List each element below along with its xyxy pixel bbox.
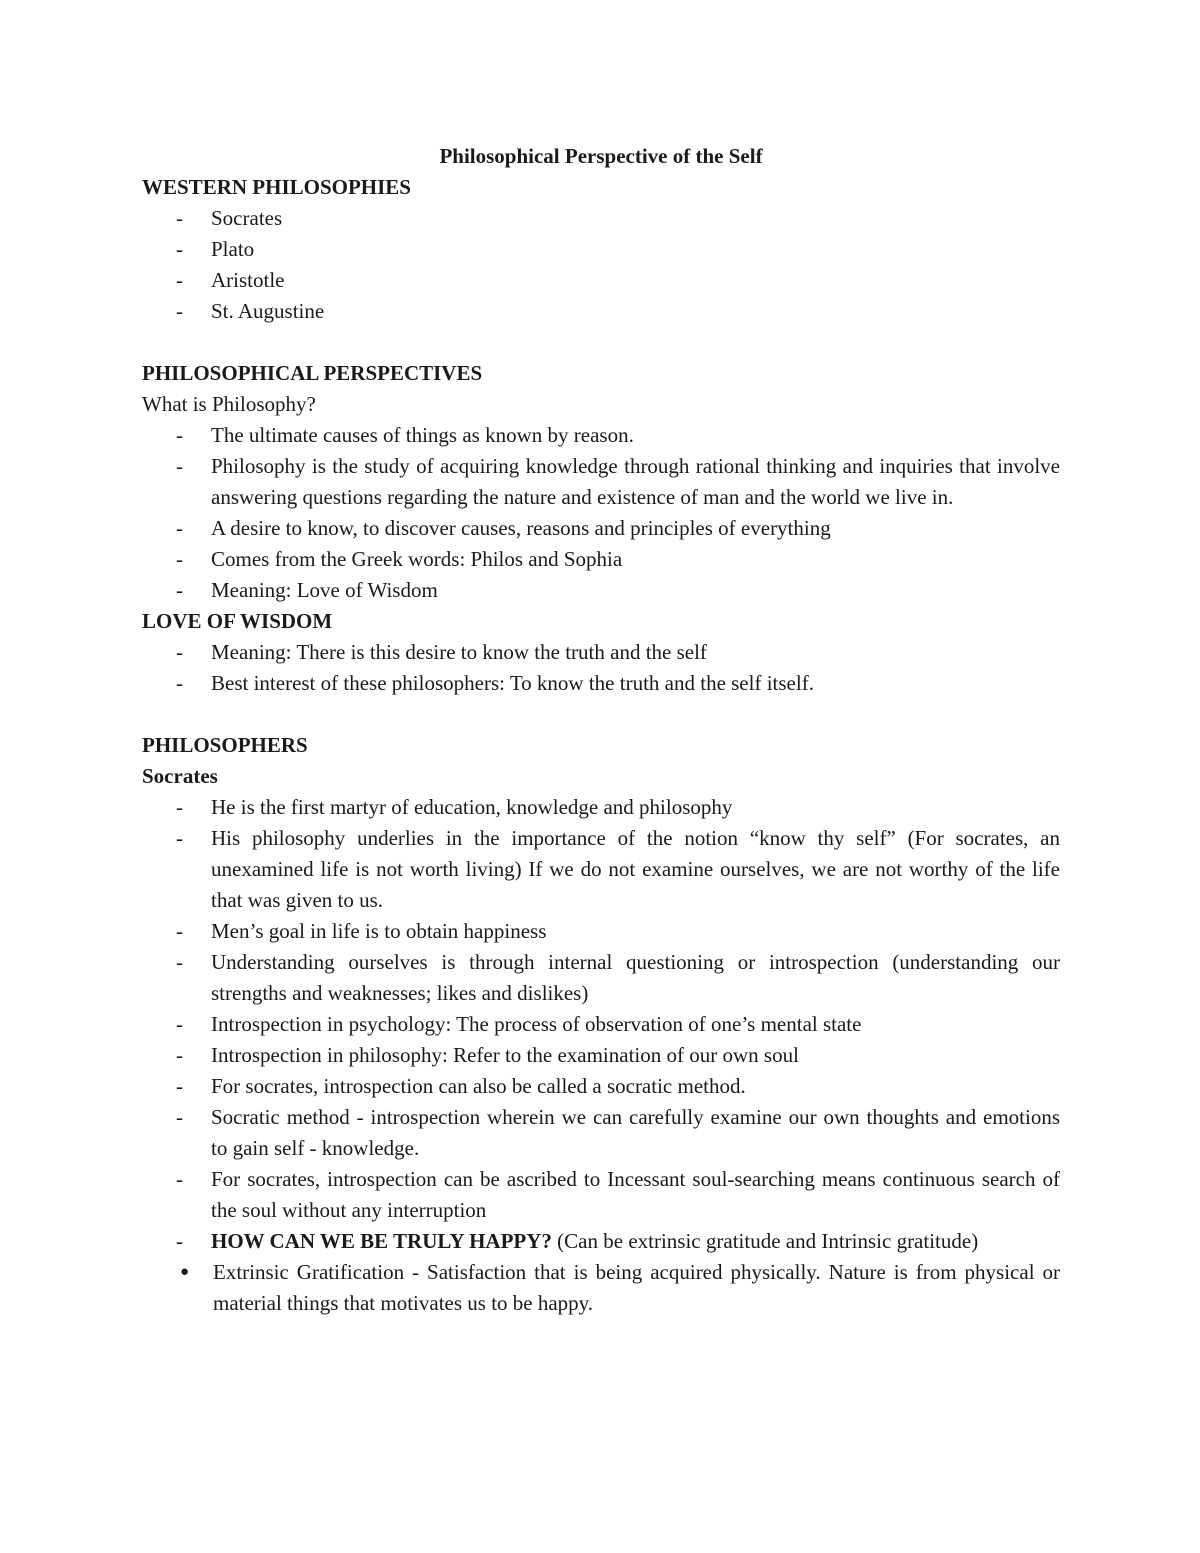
love-of-wisdom-list bbox=[142, 637, 1060, 699]
dash-marker: - bbox=[176, 206, 183, 230]
list-item bbox=[142, 1102, 1060, 1164]
dash-marker: - bbox=[176, 268, 183, 292]
socrates-list bbox=[142, 792, 1060, 1319]
question-what-is-philosophy: What is Philosophy? bbox=[142, 392, 316, 416]
list-item bbox=[142, 1071, 1060, 1102]
philosophy-definition-list bbox=[142, 420, 1060, 606]
list-item-text: Introspection in psychology: The process of observation of one’s mental state bbox=[211, 1012, 862, 1036]
heading-philosophical-perspectives: PHILOSOPHICAL PERSPECTIVES bbox=[142, 361, 483, 385]
list-item-text: Best interest of these philosophers: To know the truth and the self itself. bbox=[211, 671, 814, 695]
list-item-text: Understanding ourselves is through internal questioning or introspection (understanding our strengths and weaknesses; likes and dislikes) bbox=[211, 950, 1060, 1005]
spacer bbox=[142, 699, 1060, 730]
list-item bbox=[142, 916, 1060, 947]
list-item-text: Men’s goal in life is to obtain happiness bbox=[211, 919, 547, 943]
list-item bbox=[142, 823, 1060, 916]
happy-question-bold: HOW CAN WE BE TRULY HAPPY? bbox=[211, 1229, 552, 1253]
list-item-text: For socrates, introspection can also be called a socratic method. bbox=[211, 1074, 746, 1098]
list-item bbox=[142, 203, 1060, 234]
list-item-text: His philosophy underlies in the importance of the notion “know thy self” (For socrates, an unexamined life is not worth living) If we do not examine ourselves, we are not worthy of the life that was given to us. bbox=[211, 826, 1060, 912]
list-item bbox=[142, 637, 1060, 668]
dash-marker: - bbox=[176, 671, 183, 695]
list-item bbox=[142, 1257, 1060, 1319]
heading-western-philosophies: WESTERN PHILOSOPHIES bbox=[142, 175, 411, 199]
document-title: Philosophical Perspective of the Self bbox=[439, 144, 763, 168]
list-item bbox=[142, 544, 1060, 575]
dash-marker: - bbox=[176, 795, 183, 819]
list-item bbox=[142, 575, 1060, 606]
happy-question-rest: (Can be extrinsic gratitude and Intrinsic gratitude) bbox=[551, 1229, 979, 1253]
list-item-text: Socratic method - introspection wherein we can carefully examine our own thoughts and emotions to gain self - knowledge. bbox=[211, 1105, 1060, 1160]
list-item bbox=[142, 420, 1060, 451]
list-item-text: St. Augustine bbox=[211, 299, 325, 323]
list-item-text: For socrates, introspection can be ascribed to Incessant soul-searching means continuous search of the soul without any interruption bbox=[211, 1167, 1060, 1222]
list-item bbox=[142, 513, 1060, 544]
heading-philosophers: PHILOSOPHERS bbox=[142, 733, 308, 757]
dash-marker: - bbox=[176, 547, 183, 571]
dash-marker: - bbox=[176, 578, 183, 602]
heading-love-of-wisdom: LOVE OF WISDOM bbox=[142, 609, 333, 633]
list-item-text: Plato bbox=[211, 237, 255, 261]
dash-marker: - bbox=[176, 640, 183, 664]
list-item bbox=[142, 451, 1060, 513]
list-item bbox=[142, 668, 1060, 699]
dash-marker: - bbox=[176, 950, 183, 974]
list-item-text: Introspection in philosophy: Refer to the examination of our own soul bbox=[211, 1043, 799, 1067]
list-item-text: Meaning: Love of Wisdom bbox=[211, 578, 438, 602]
list-item-text: The ultimate causes of things as known by reason. bbox=[211, 423, 634, 447]
dash-marker: - bbox=[176, 454, 183, 478]
list-item-text: Aristotle bbox=[211, 268, 285, 292]
list-item-text: Comes from the Greek words: Philos and Sophia bbox=[211, 547, 623, 571]
dash-marker: - bbox=[176, 423, 183, 447]
dash-marker: - bbox=[176, 1043, 183, 1067]
gratification-list bbox=[142, 1257, 1060, 1319]
list-item bbox=[142, 1164, 1060, 1226]
list-item-text: Extrinsic Gratification - Satisfaction that is being acquired physically. Nature is from physical or material things that motivates us to be happy. bbox=[213, 1260, 1060, 1315]
bullet-marker: ● bbox=[180, 1264, 190, 1280]
dash-marker: - bbox=[176, 1074, 183, 1098]
list-item-text: A desire to know, to discover causes, reasons and principles of everything bbox=[211, 516, 831, 540]
list-item-text: Philosophy is the study of acquiring knowledge through rational thinking and inquiries that involve answering questions regarding the nature and existence of man and the world we live in. bbox=[211, 454, 1060, 509]
spacer bbox=[142, 327, 1060, 358]
dash-marker: - bbox=[176, 516, 183, 540]
list-item bbox=[142, 1009, 1060, 1040]
dash-marker: - bbox=[176, 1012, 183, 1036]
dash-marker: - bbox=[176, 919, 183, 943]
list-item-text: Meaning: There is this desire to know the truth and the self bbox=[211, 640, 707, 664]
dash-marker: - bbox=[176, 826, 183, 850]
dash-marker: - bbox=[176, 1167, 183, 1191]
western-philosophers-list bbox=[142, 203, 1060, 327]
list-item bbox=[142, 947, 1060, 1009]
list-item bbox=[142, 234, 1060, 265]
subheading-socrates: Socrates bbox=[142, 764, 218, 788]
list-item bbox=[142, 296, 1060, 327]
list-item-text: He is the first martyr of education, knowledge and philosophy bbox=[211, 795, 733, 819]
list-item-text: Socrates bbox=[211, 206, 283, 230]
list-item bbox=[142, 792, 1060, 823]
list-item bbox=[142, 265, 1060, 296]
dash-marker: - bbox=[176, 237, 183, 261]
list-item bbox=[142, 1226, 1060, 1319]
dash-marker: - bbox=[176, 1229, 183, 1253]
document-content bbox=[142, 141, 1060, 1319]
list-item bbox=[142, 1040, 1060, 1071]
dash-marker: - bbox=[176, 1105, 183, 1129]
dash-marker: - bbox=[176, 299, 183, 323]
